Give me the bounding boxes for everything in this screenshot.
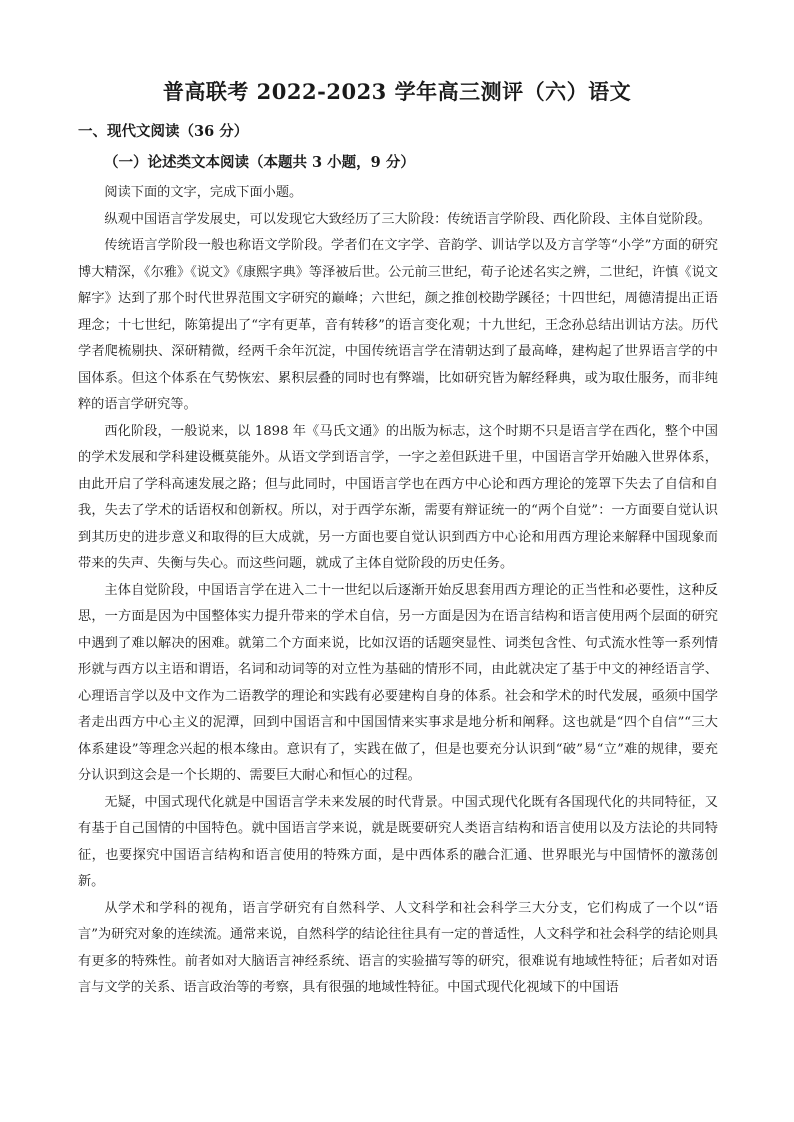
article-body xyxy=(78,180,718,1002)
paragraph: 主体自觉阶段，中国语言学在进入二十一世纪以后逐渐开始反思套用西方理论的正当性和必要性，这种反思，一方面是因为中国整体实力提升带来的学术自信，另一方面是因为在语言结构和语言使用两个层面的研究中遇到了难以解决的困难。就第二个方面来说，比如汉语的话题突显性、词类包含性、句式流水性等一系列情形就与西方以主语和谓语，名词和动词等的对立性为基础的情形不同，由此就决定了基于中文的神经语言学、心理语言学以及中文作为二语教学的理论和实践有必要建构自身的体系。社会和学术的时代发展，亟须中国学者走出西方中心主义的泥潭，回到中国语言和中国国情来实事求是地分析和阐释。这也就是“四个自信”“三大体系建设”等理念兴起的根本缘由。意识有了，实践在做了，但是也要充分认识到“破”易“立”难的规律，要充分认识到这会是一个长期的、需要巨大耐心和恒心的过程。 xyxy=(78,582,718,783)
instruction-paragraph: 阅读下面的文字，完成下面小题。 xyxy=(104,185,303,200)
paragraph: 传统语言学阶段一般也称语文学阶段。学者们在文字学、音韵学、训诂学以及方言学等“小学”方面的研究博大精深，《尔雅》《说文》《康熙字典》等泽被后世。公元前三世纪，荀子论述名实之辨，二世纪，许慎《说文解字》达到了那个时代世界范围文字研究的巅峰；六世纪，颜之推创校勘学蹊径；十四世纪，周德清提出正语理念；十七世纪，陈第提出了“字有更革，音有转移”的语言变化观；十九世纪，王念孙总结出训诂方法。历代学者爬梳剔抉、深研精微，经两千余年沉淀，中国传统语言学在清朝达到了最高峰，建构起了世界语言学的中国体系。但这个体系在气势恢宏、累积层叠的同时也有弊端，比如研究皆为解经释典，或为取仕服务，而非纯粹的语言学研究等。 xyxy=(78,238,718,412)
paragraph: 无疑，中国式现代化就是中国语言学未来发展的时代背景。中国式现代化既有各国现代化的共同特征，又有基于自己国情的中国特色。就中国语言学来说，就是既要研究人类语言结构和语言使用以及方法论的共同特征，也要探究中国语言结构和语言使用的特殊方面，是中西体系的融合汇通、世界眼光与中国情怀的激荡创新。 xyxy=(78,794,718,889)
document-title: 普高联考 2022-2023 学年高三测评（六）语文 xyxy=(162,79,632,104)
paragraph: 纵观中国语言学发展史，可以发现它大致经历了三大阶段：传统语言学阶段、西化阶段、主体自觉阶段。 xyxy=(104,211,712,227)
sub-heading: （一）论述类文本阅读（本题共 3 小题，9 分） xyxy=(104,154,415,171)
paragraph: 西化阶段，一般说来，以 1898 年《马氏文通》的出版为标志，这个时期不只是语言学在西化，整个中国的学术发展和学科建设概莫能外。从语文学到语言学，一字之差但跃进千里，中国语言学开始融入世界体系，由此开启了学科高速发展之路；但与此同时，中国语言学也在西方中心论和西方理论的笼罩下失去了自信和自我，失去了学术的话语权和创新权。所以，对于西学东渐，需要有辩证统一的“两个自觉”：一方面要自觉认识到其历史的进步意义和取得的巨大成就，另一方面也要自觉认识到西方中心论和用西方理论来解释中国现象而带来的失声、失衡与失心。而这些问题，就成了主体自觉阶段的历史任务。 xyxy=(78,423,718,571)
paragraph: 从学术和学科的视角，语言学研究有自然科学、人文科学和社会科学三大分支，它们构成了一个以“语言”为研究对象的连续流。通常来说，自然科学的结论往往具有一定的普适性，人文科学和社会科学的结论则具有更多的特殊性。前者如对大脑语言神经系统、语言的实验描写等的研究，很难说有地域性特征；后者如对语言与文学的关系、语言政治等的考察，具有很强的地域性特征。中国式现代化视域下的中国语 xyxy=(78,900,718,995)
section-heading: 一、现代文阅读（36 分） xyxy=(78,123,249,140)
